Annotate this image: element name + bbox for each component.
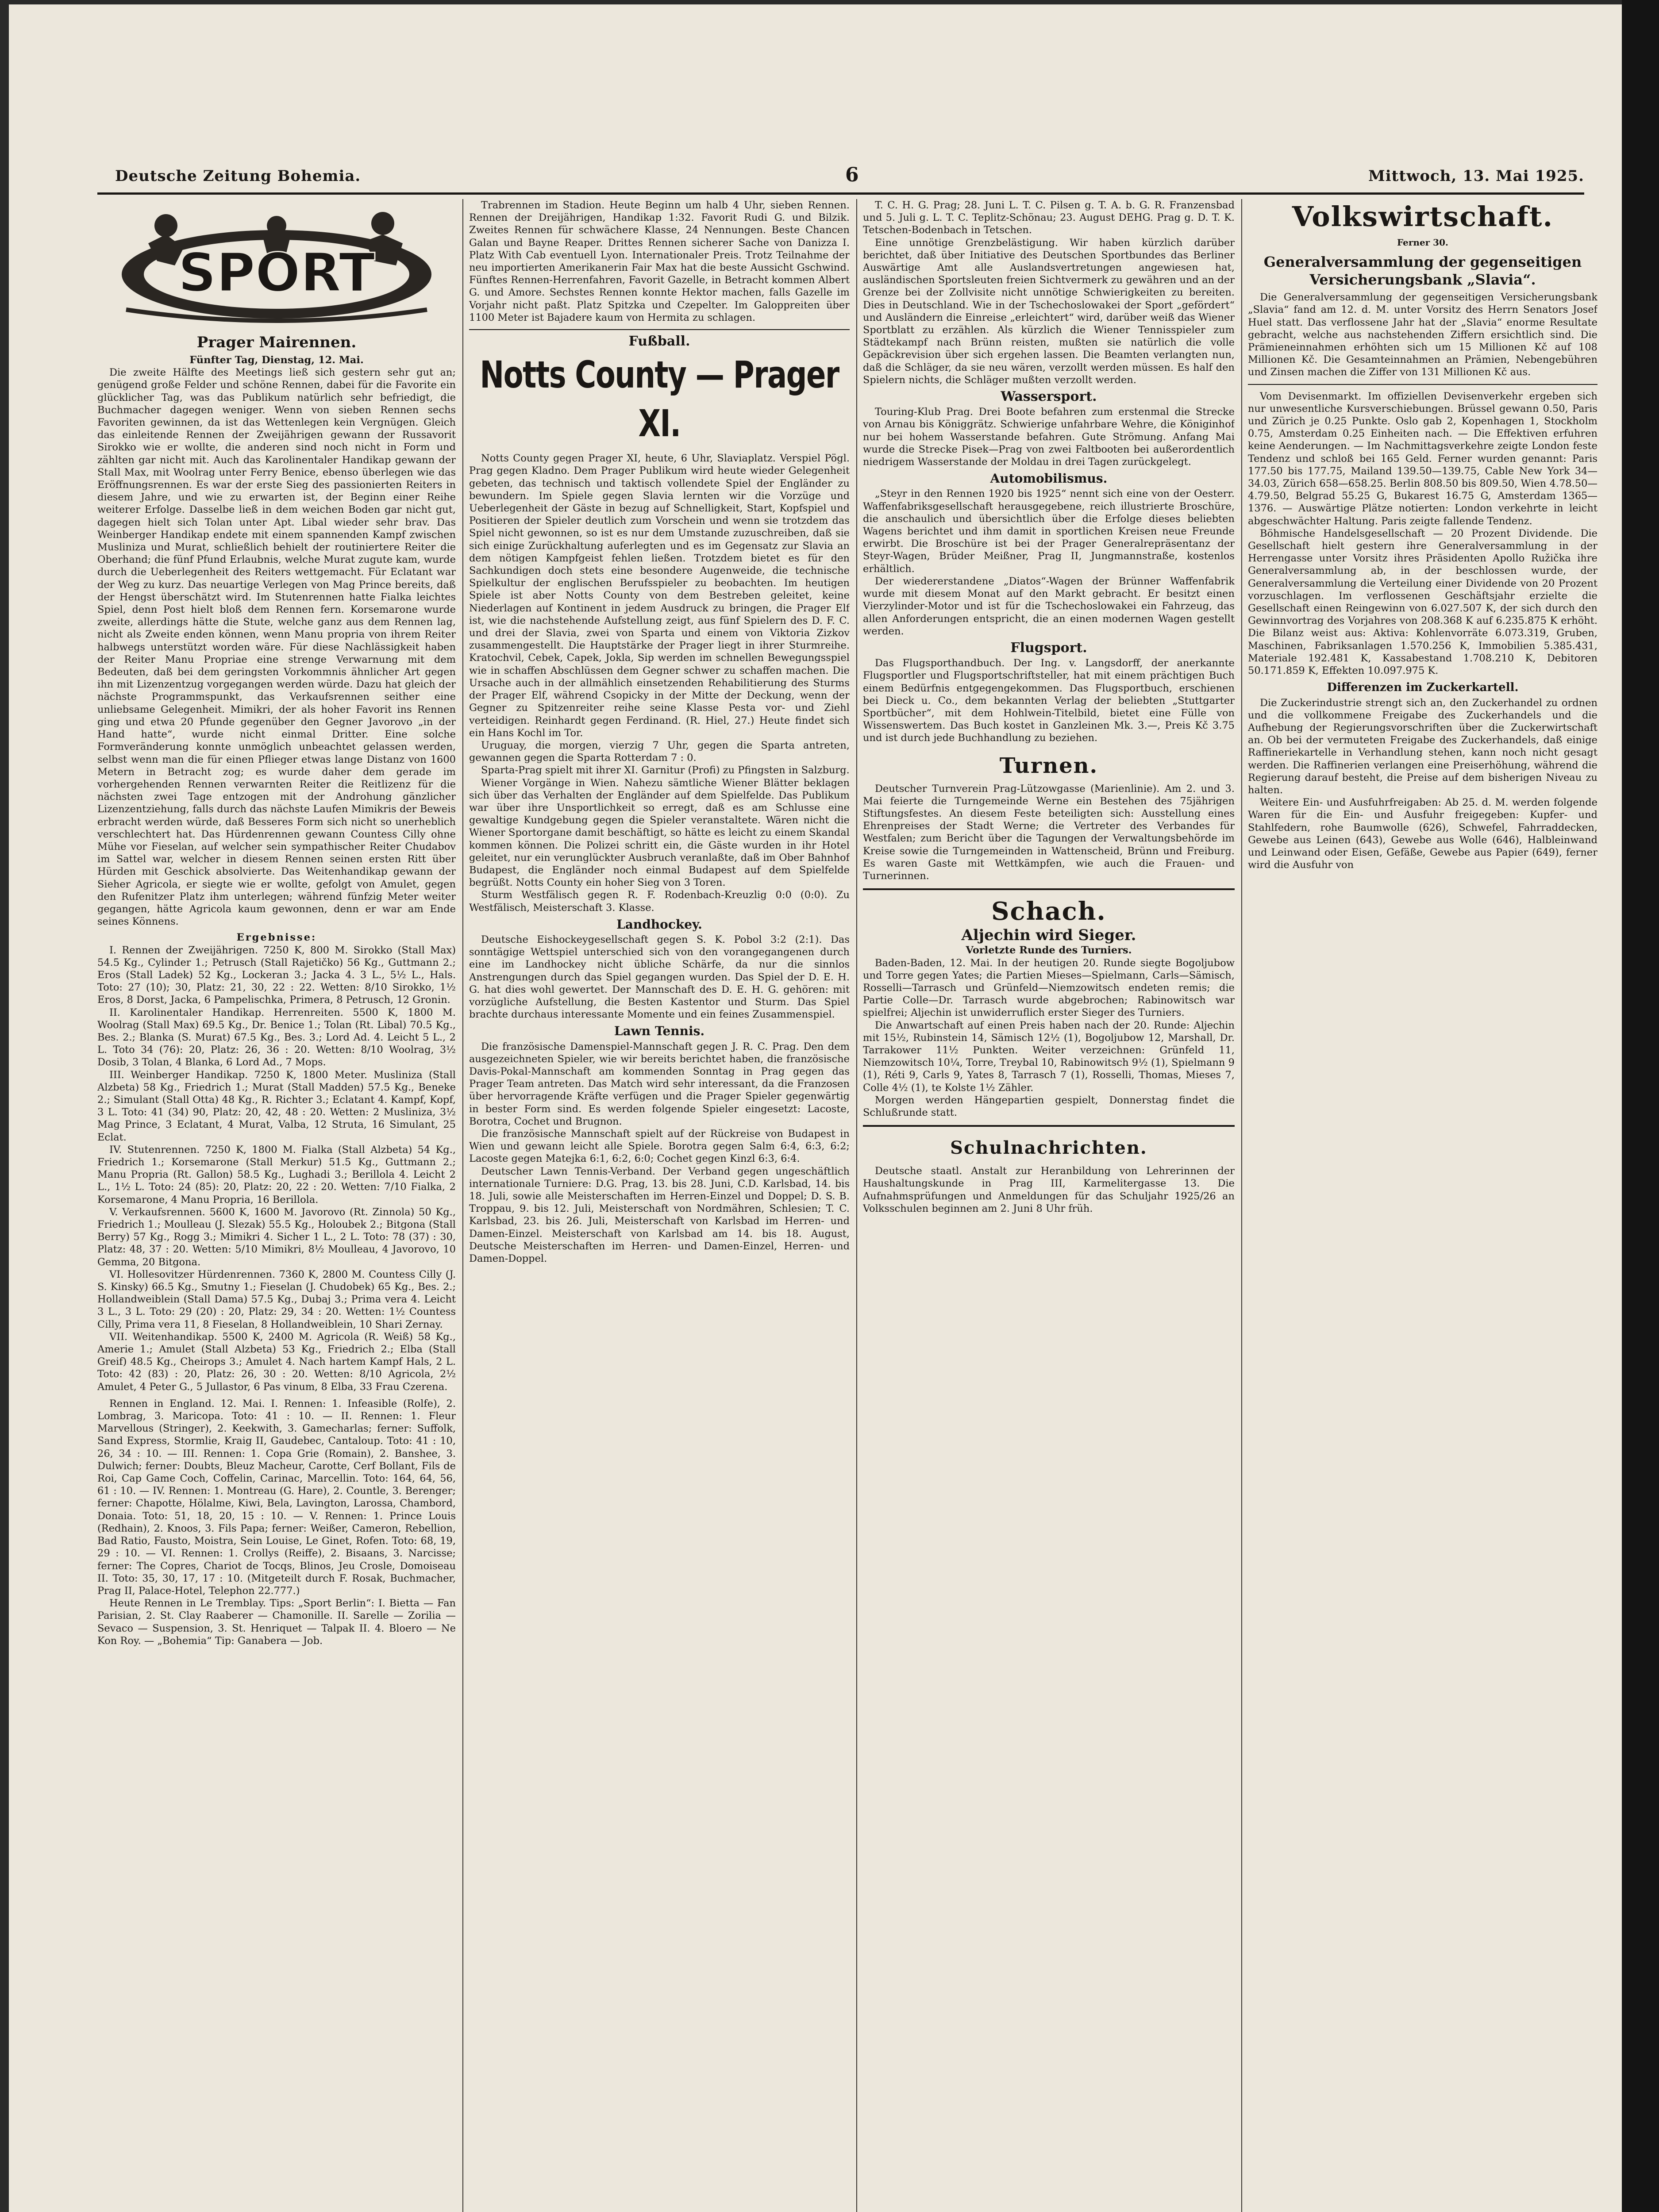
race-result: I. Rennen der Zweijährigen. 7250 K, 800 M. Sirokko (Stall Max) 54.5 Kg., Cylinder 1.; Petrusch (Stall Rajetičko) 56 Kg., Guttmann 2.; Eros (Stall Ladek) 52 Kg., Lockeran 3.; Jacka 4. 3 L., 5½ L., Hals. Toto: 27 (10); 30, Platz: 21, 30, 22 : 22. Wetten: 8/10 Sirokko, 1½ Eros, 8 Dorst, Jacka, 6 Pampelischka, Primera, 8 Petrusch, 12 Gronin. [97, 944, 456, 1006]
section-heading: Schulnachrichten. [950, 1137, 1147, 1159]
section-heading: Volkswirtschaft. [1292, 200, 1554, 233]
sport-column [97, 199, 456, 2212]
article-body: Heute Rennen in Le Tremblay. Tips: „Sport Berlin“: I. Bietta — Fan Parisian, 2. St. Clay Raaberer — Chamonille. II. Sarelle — Zorilia — Sevaco — Suspension, 3. St. Henriquet — Talpak II. 4. Bloero — Ne Kon Roy. — „Bohemia“ Tip: Ganabera — Job. [97, 1598, 456, 1647]
column-divider [1241, 199, 1242, 2212]
article-body: Trabrennen im Stadion. Heute Beginn um halb 4 Uhr, sieben Rennen. Rennen der Dreijährigen, Handikap 1:32. Favorit Rudi G. und Bilzik. Zweites Rennen für schwächere Klasse, 24 Nennungen. Beste Chancen Galan und Bayne Reaper. Drittes Rennen sicherer Sache von Danizza I. Platz With Cab eventuell Lyon. Internationaler Preis. Trotz Teilnahme der neu importierten Amerikanerin Fair Max hat die beste Aussicht Gschwind. Fünftes Rennen-Herrenfahren, Favorit Gazelle, in Betracht kommen Albert G. und Amore. Sechstes Rennen konnte Hektor machen, falls Gazelle im Vorjahr nicht paßt. Platz Spitzka und Czepelter. Im Galoppreiten über 1100 Meter ist Bajadere kaum von Hermita zu schlagen. [469, 200, 850, 323]
article-body: Deutsche staatl. Anstalt zur Heranbildung von Lehrerinnen der Haushaltungskunde in Prag III, Karmelitergasse 13. Die Aufnahmsprüfungen und Anmeldungen für das Schuljahr 1925/26 an Volksschulen beginnen am 2. Juni 8 Uhr früh. [863, 1165, 1235, 1214]
section-rule [1248, 384, 1597, 385]
article-body: Weitere Ein- und Ausfuhrfreigaben: Ab 25. d. M. werden folgende Waren für die Ein- und Ausfuhr freigegeben: Kupfer- und Stahlfedern, rohe Baumwolle (626), Schwefel, Fahrraddecken, Gewebe aus Leinen (643), Gewebe aus Wolle (646), Halbleinwand und Leinwand oder Eisen, Gefäße, Gewebe aus Papier (649), ferner wird die Ausfuhr von [1248, 797, 1597, 871]
article-title: Differenzen im Zuckerkartell. [1327, 681, 1519, 695]
article-body: Die französische Damenspiel-Mannschaft gegen J. R. C. Prag. Den dem ausgezeichneten Spieler, wie wir bereits berichtet haben, die französische Davis-Pokal-Mannschaft am kommenden Sonntag in Prag gegen das Prager Team antreten. Das Match wird sehr interessant, da die Franzosen über hervorragende Kräfte verfügen und die Prager Spieler gegenwärtig in bester Form sind. Es werden folgende Spieler eingesetzt: Lacoste, Borotra, Cochet und Brugnon. [469, 1041, 850, 1127]
column-divider [856, 199, 857, 2212]
section-rule [863, 1125, 1235, 1127]
article-body: Uruguay, die morgen, vierzig 7 Uhr, gegen die Sparta antreten, gewannen gegen die Sparta Rotterdam 7 : 0. [469, 739, 850, 764]
section-rule [863, 888, 1235, 890]
header-rule [97, 192, 1584, 195]
newspaper-page [9, 4, 1622, 2212]
article-subtitle: Fünfter Tag, Dienstag, 12. Mai. [189, 354, 364, 366]
headline: Notts County — Prager XI. [480, 353, 839, 445]
economy-column [1248, 199, 1597, 2212]
article-body: Die zweite Hälfte des Meetings ließ sich gestern sehr gut an; genügend große Felder und schöne Rennen, dabei für die Favorite ein glücklicher Tag, was das Publikum natürlich sehr befriedigt, die Buchmacher dagegen weniger. Wenn von sieben Rennen sechs Favoriten gewinnen, da ist das Wettenlegen kein Vergnügen. Gleich das einleitende Rennen der Zweijährigen gewann der Russavorit Sirokko wie er wollte, die anderen sind noch nicht in Form und zählten gar nicht mit. Auch das Karolinentaler Handikap gewann der Stall Max, mit Woolrag unter Ferry Benice, ebenso überlegen wie das Eröffnungsrennen. Es war der erste Sieg des passionierten Reiters in diesem Jahre, und wie zu erwarten ist, der Beginn einer Reihe weiterer Erfolge. Dasselbe ließ in dem weichen Boden gar nicht gut, dagegen hielt sich Tolan unter Apt. Libal wieder sehr brav. Das Weinberger Handikap endete mit einem spannenden Kampf zwischen Musliniza und Murat, schließlich behielt der routiniertere Reiter die Oberhand; die fünf Pfund Erlaubnis, welche Murat zugute kam, wurde durch die Ueberlegenheit des Reiters wettgemacht. Für Eclatant war der Weg zu kurz. Das neuartige Verlegen von Mag Prince bereits, daß der Hengst überschätzt wird. Im Stutenrennen hatte Fialka leichtes Spiel, denn Post hielt bloß dem Rennen fern. Korsemarone wurde zweite, allerdings hätte die Stute, welche ganz aus dem Rennen lag, nicht als Zweite enden können, wenn Manu propria von ihrem Reiter halbwegs unterstützt worden wäre. Für diese Nachlässigkeit haben der Reiter Manu Propriae eine strenge Verwarnung mit dem Bedeuten, daß bei dem geringsten Vorkommnis ähnlicher Art gegen ihn mit Lizenzentzug vorgegangen werden würde. Dazu hat gleich der nächste Programmspunkt, das Verkaufsrennen seither eine unliebsame Gelegenheit. Mimikri, der als hoher Favorit ins Rennen ging und etwa 20 Pfunde gegenüber den Gegner Javorovo „in der Hand hatte“, wurde nicht einmal Dritter. Eine solche Formveränderung konnte unmöglich unbeachtet gelassen werden, selbst wenn man die für einen Pflieger etwas lange Distanz von 1600 Metern in Betracht zog; es wurde daher dem gerade im vorhergehenden Rennen verwarnten Reiter die Reitlizenz für die nächsten zwei Tage entzogen mit der Androhung gänzlicher Lizenzentziehung, falls durch das nächste Laufen Mimikris der Beweis erbracht werden würde, daß Besseres Form sich nicht so unerheblich verschlechtert hat. Das Hürdenrennen gewann Countess Cilly ohne Mühe vor Fieselan, auf welcher sein sympathischer Reiter Chudabov im Sattel war, welcher in diesem Rennen seinen ersten Ritt über Hürden mit Geschick absolvierte. Das Weitenhandikap gewann der Sieher Agricola, er siegte wie er wollte, gefolgt von Amulet, gegen den Rufenitzer Platz ihm unterlegen; während fünfzig Meter weiter gegangen, hätte Agricola kaum gewonnen, denn er war am Ende seines Könnens. [97, 367, 456, 928]
sport-column-3 [863, 199, 1235, 2212]
race-result: III. Weinberger Handikap. 7250 K, 1800 Meter. Musliniza (Stall Alzbeta) 58 Kg., Friedrich 1.; Murat (Stall Madden) 57.5 Kg., Beneke 2.; Simulant (Stall Otta) 48 Kg., R. Richter 3.; Eclatant 4. Kampf, Kopf, 3 L. Toto: 41 (34) 90, Platz: 20, 42, 48 : 20. Wetten: 2 Musliniza, 3½ Mag Prince, 3 Eclatant, 4 Murat, Valba, 12 Struta, 16 Simulant, 25 Eclat. [97, 1069, 456, 1143]
race-result: IV. Stutenrennen. 7250 K, 1800 M. Fialka (Stall Alzbeta) 54 Kg., Friedrich 1.; Korsemarone (Stall Merkur) 51.5 Kg., Guttmann 2.; Manu Propria (Rt. Gallon) 58.5 Kg., Lughadi 3.; Berillola 4. Leicht 2 L., 1½ L. Toto: 24 (85): 20, Platz: 20, 22 : 20. Wetten: 7/10 Fialka, 2 Korsemarone, 4 Manu Propria, 16 Berillola. [97, 1144, 456, 1206]
newspaper-name: Deutsche Zeitung Bohemia. [115, 167, 361, 185]
article-title: Prager Mairennen. [196, 334, 357, 351]
article-body: Vom Devisenmarkt. Im offiziellen Devisenverkehr ergeben sich nur unwesentliche Kursverschiebungen. Brüssel gewann 0.50, Paris und Zürich je 0.25 Punkte. Oslo gab 2, Kopenhagen 1, Stockholm 0.75, Amsterdam 0.25 Einheiten nach. — Die Effektiven erfuhren keine Aenderungen. — Im Nachmittagsverkehre zeigte London feste Tendenz und schloß bei 165 Geld. Ferner wurden genannt: Paris 177.50 bis 177.75, Mailand 139.50—139.75, Cable New York 34—34.03, Zürich 658—658.25. Berlin 808.50 bis 809.50, Wien 4.78.50—4.79.50, Belgrad 55.25 G, Bukarest 16.75 G, Amsterdam 1365—1376. — Auswärtige Plätze notierten: London verkehrte in leicht abgeschwächter Haltung. Paris zeigte fallende Tendenz. [1248, 390, 1597, 527]
race-result: VII. Weitenhandikap. 5500 K, 2400 M. Agricola (R. Weiß) 58 Kg., Amerie 1.; Amulet (Stall Alzbeta) 53 Kg., Friedrich 2.; Elba (Stall Greif) 48.5 Kg., Cheirops 3.; Amulet 4. Nach hartem Kampf Hals, 2 L. Toto: 42 (83) : 20, Platz: 26, 30 : 20. Wetten: 8/10 Agricola, 2½ Amulet, 4 Peter G., 5 Jullastor, 6 Pas vinum, 8 Elba, 33 Frau Czerena. [97, 1331, 456, 1393]
race-result: V. Verkaufsrennen. 5600 K, 1600 M. Javorovo (Rt. Zinnola) 50 Kg., Friedrich 1.; Moulleau (J. Slezak) 55.5 Kg., Holoubek 2.; Bitgona (Stall Berry) 57 Kg., Rogg 3.; Mimikri 4. Sicher 1 L., 2 L. Toto: 78 (37) : 30, Platz: 48, 37 : 20. Wetten: 5/10 Mimikri, 8½ Moulleau, 4 Javorovo, 10 Gemma, 20 Bitgona. [97, 1206, 456, 1268]
section-rule [469, 329, 850, 330]
section-heading: Schach. [991, 897, 1106, 926]
section-heading: Wassersport. [1001, 389, 1097, 405]
race-result: II. Karolinentaler Handikap. Herrenreiten. 5500 K, 1800 M. Woolrag (Stall Max) 69.5 Kg., Dr. Benice 1.; Tolan (Rt. Libal) 70.5 Kg., Bes. 2.; Blanka (S. Murat) 67.5 Kg., Bes. 3.; Lord Ad. 4. Leicht 5 L., 2 L. Toto 34 (76): 20, Platz: 26, 36 : 20. Wetten: 8/10 Woolrag, 3½ Dosib, 3 Tolan, 4 Blanka, 6 Lord Ad., 7 Mops. [97, 1006, 456, 1068]
article-body: Böhmische Handelsgesellschaft — 20 Prozent Dividende. Die Gesellschaft hielt gestern ihre Generalversammlung in der Herrengasse unter Vorsitz ihres Präsidenten Apollo Ružička ihre Generalversammlung ab, in der beschlossen wurde, der Generalversammlung die Verteilung einer Dividende von 20 Prozent vorzuschlagen. Im verflossenen Geschäftsjahr erzielte die Gesellschaft einen Reingewinn von 6.027.507 K, der sich durch den Gewinnvortrag des Vorjahres von 208.368 K auf 6.235.875 K erhöht. Die Bilanz weist aus: Aktiva: Kohlenvorräte 6.073.319, Gruben, Maschinen, Fabriksanlagen 1.570.256 K, Immobilien 5.385.431, Materiale 192.481 K, Kassabestand 1.708.210 K, Debitoren 50.171.859 K, Effekten 10.097.975 K. [1248, 527, 1597, 677]
article-body: „Steyr in den Rennen 1920 bis 1925“ nennt sich eine von der Oesterr. Waffenfabriksgesellschaft herausgegebene, reich illustrierte Broschüre, die anschaulich und übersichtlich über die Erfolge dieses beliebten Wagens berichtet und ihm damit in sportlichen Kreisen neue Freunde erwirbt. Die Broschüre ist bei der Prager Generalrepräsentanz der Steyr-Wagen, Brüder Meißner, Prag II, Jungmannstraße, kostenlos erhältlich. [863, 488, 1235, 575]
article-body: Die Anwartschaft auf einen Preis haben nach der 20. Runde: Aljechin mit 15½, Rubinstein 14, Sämisch 12½ (1), Bogoljubow 12, Marshall, Dr. Tarrakower 11½ Punkten. Weiter verzeichnen: Grünfeld 11, Niemzowitsch 10¼, Torre, Treybal 10, Rabinowitsch 9½ (1), Spielmann 9 (1), Réti 9, Carls 9, Yates 8, Tarrasch 7 (1), Rosselli, Thomas, Mieses 7, Colle 4½ (1), te Kolste 1½ Zähler. [863, 1019, 1235, 1094]
article-body: Die französische Mannschaft spielt auf der Rückreise von Budapest in Wien und gewann leicht alle Spiele. Borotra gegen Salm 6:4, 6:3, 6:2; Lacoste gegen Matejka 6:1, 6:2, 6:0; Cochet gegen Kinzl 6:3, 6:4. [469, 1128, 850, 1165]
article-body: Deutsche Eishockeygesellschaft gegen S. K. Pobol 3:2 (2:1). Das sonntägige Wettspiel unterschied sich von den vorangegangenen durch eine im Landhockey nicht übliche Schärfe, da nur die sinnlos Anstrengungen durch das Spiel gegangen wurden. Das Spiel der D. E. H. G. hat dies wohl gewertet. Der Mannschaft des D. E. H. G. gehören: mit vorzügliche Aufstellung, die Besten Kastentor und Sturm. Das Spiel brachte durchaus interessante Momente und ein feines Zusammenspiel. [469, 933, 850, 1021]
article-title: Generalversammlung der gegenseitigen Versicherungsbank „Slavia“. [1263, 253, 1582, 288]
article-title: Aljechin wird Sieger. [961, 926, 1136, 945]
page-header [97, 164, 1584, 190]
article-body: T. C. H. G. Prag; 28. Juni L. T. C. Pilsen g. T. A. b. G. R. Franzensbad und 5. Juli g. L. T. C. Teplitz-Schönau; 23. August DEHG. Prag g. D. T. K. Tetschen-Bodenbach in Tetschen. [863, 200, 1235, 236]
article-body: Baden-Baden, 12. Mai. In der heutigen 20. Runde siegte Bogoljubow und Torre gegen Yates; die Partien Mieses—Spielmann, Carls—Sämisch, Rosselli—Tarrasch und Grünfeld—Niemzowitsch endeten remis; die Partie Colle—Dr. Tarrasch wurde abgebrochen; Rabinowitsch war spielfrei; Aljechin ist unwiderruflich erster Sieger des Turniers. [863, 957, 1235, 1019]
page-number: 6 [845, 164, 859, 186]
section-heading: Turnen. [999, 753, 1098, 778]
article-body: Deutscher Turnverein Prag-Lützowgasse (Marienlinie). Am 2. und 3. Mai feierte die Turngemeinde Werne ein Bestehen des 75jährigen Stiftungsfestes. An diesem Feste beteiligten sich: Ausstellung eines Ehrenpreises der Stadt Werne; die Vertreter des Verbandes für Westfalen; zum Bericht über die Tagungen der Verwaltungsbehörde im Kreise sowie die Turngemeinden in Wattenscheid, Brünn und Freiburg. Es waren Gaste mit Wettkämpfen, wie auch die Frauen- und Turnerinnen. [863, 783, 1235, 882]
scan-border [1622, 0, 1659, 2212]
article-body: Die Zuckerindustrie strengt sich an, den Zuckerhandel zu ordnen und die vollkommene Freigabe des Zuckerhandels und die Aufhebung der Regierungsvorschriften über die Zuckerwirtschaft an. Ob bei der vermuteten Freigabe des Zuckerhandels, daß einige Raffineriekartelle in Verhandlung stehen, kann noch nicht gesagt werden. Die Raffinerien verlangen eine Preiserhöhung, während die Regierung darauf besteht, die Preise auf dem bisherigen Niveau zu halten. [1248, 697, 1597, 796]
section-heading: Flugsport. [1010, 640, 1087, 656]
results-heading: Ergebnisse: [236, 932, 317, 944]
section-heading: Fußball. [628, 334, 690, 349]
article-body: Das Flugsporthandbuch. Der Ing. v. Langsdorff, der anerkannte Flugsportler und Flugsportschriftsteller, hat mit einem prächtigen Buch einem Bedürfnis entgegengekommen. Das Flugsportbuch, erschienen bei Dieck u. Co., dem bekannten Verlag der beliebten „Stuttgarter Sportbücher“, mit dem Hohlwein-Titelbild, bietet eine Fülle von Wissenswertem. Das Buch kostet in Ganzleinen Mk. 3.—, Preis Kč 3.75 und ist durch jede Buchhandlung zu beziehen. [863, 657, 1235, 744]
column-divider [462, 199, 463, 2212]
article-body: Wiener Vorgänge in Wien. Nahezu sämtliche Wiener Blätter beklagen sich über das Verhalten der Engländer auf dem Spielfelde. Das Publikum war über ihre Unsportlichkeit so erregt, daß es am Schlusse eine gewaltige Kundgebung gegen die Spieler veranstaltete. Wären nicht die Wiener Sportorgane damit beschäftigt, so hätte es leicht zu einem Skandal kommen können. Die Polizei schritt ein, die Gäste wurden in ihr Hotel geleitet, nur ein verunglückter Ausbruch veranlaßte, daß im Ober Bahnhof Budapest, die Engländer noch einmal Budapest auf dem Spielfelde begrüßt. Notts County ein hoher Sieg von 3 Toren. [469, 777, 850, 889]
section-heading: Automobilismus. [990, 471, 1108, 486]
race-result: VI. Hollesovitzer Hürdenrennen. 7360 K, 2800 M. Countess Cilly (J. S. Kinsky) 66.5 Kg., Smutny 1.; Fieselan (J. Chudobek) 65 Kg., Bes. 2.; Hollandweiblein (Stall Dama) 57.5 Kg., Dubaj 3.; Prima vera 4. Leicht 3 L., 3 L. Toto: 29 (20) : 20, Platz: 29, 34 : 20. Wetten: 1½ Countess Cilly, Prima vera 11, 8 Fieselan, 8 Hollandweiblein, 10 Shari Zernay. [97, 1268, 456, 1330]
article-body: Die Generalversammlung der gegenseitigen Versicherungsbank „Slavia“ fand am 12. d. M. unter Vorsitz des Herrn Senators Josef Huel statt. Das verflossene Jahr hat der „Slavia“ enorme Resultate gebracht, welche aus nachstehenden Ziffern ersichtlich sind. Die Prämieneinnahmen erhöhten sich um 15 Millionen Kč auf 108 Millionen Kč. Die Gesamteinnahmen an Prämien, Nebengebühren und Zinsen machen die Ziffer von 131 Millionen Kč aus. [1248, 292, 1597, 378]
sport-column-2 [469, 199, 850, 2212]
section-subtitle: Ferner 30. [1397, 237, 1448, 248]
article-body: Touring-Klub Prag. Drei Boote befahren zum erstenmal die Strecke von Arnau bis Königgrätz. Schwierige unfahrbare Wehre, die Königinhof nur bei hohem Wasserstande befahren. Gute Strömung. Anfang Mai wurde die Strecke Pisek—Prag von zwei Faltbooten bei außerordentlich niedrigem Wasserstande der Moldau in drei Tagen zurückgelegt. [863, 406, 1235, 468]
section-heading: Landhockey. [616, 917, 702, 932]
section-heading: Lawn Tennis. [614, 1024, 705, 1039]
article-body: Deutscher Lawn Tennis-Verband. Der Verband gegen ungeschäftlich internationale Turniere: D.G. Prag, 13. bis 28. Juni, C.D. Karlsbad, 14. bis 18. Juli, sowie alle Meisterschaften im Herren-Einzel und Doppel; D. S. B. Troppau, 9. bis 12. Juli, Meisterschaft von Nordmähren, Schlesien; T. C. Karlsbad, 23. bis 26. Juli, Meisterschaft von Karlsbad im Herren- und Damen-Einzel. Meisterschaft von Karlsbad am 14. bis 18. August, Deutsche Meisterschaften im Herren- und Damen-Einzel, Herren- und Damen-Doppel. [469, 1165, 850, 1265]
sport-logo-text: SPORT [178, 242, 375, 304]
article-body: Rennen in England. 12. Mai. I. Rennen: 1. Infeasible (Rolfe), 2. Lombrag, 3. Maricopa. Toto: 41 : 10. — II. Rennen: 1. Fleur Marvellous (Stringer), 2. Keekwith, 3. Gamecharlas; ferner: Suffolk, Sand Express, Stormlie, Kraig II, Gaudebec, Cantaloup. Toto: 41 : 10, 26, 34 : 10. — III. Rennen: 1. Copa Grie (Romain), 2. Banshee, 3. Dulwich; ferner: Doubts, Bleuz Macheur, Carotte, Cerf Bollant, Fils de Roi, Cap Game Coch, Coffelin, Carinac, Marcellin. Toto: 164, 64, 56, 61 : 10. — IV. Rennen: 1. Montreau (G. Hare), 2. Countle, 3. Berenger; ferner: Chapotte, Hölalme, Kiwi, Bela, Lavington, Larossa, Chambord, Donaia. Toto: 51, 18, 20, 15 : 10. — V. Rennen: 1. Prince Louis (Redhain), 2. Knoos, 3. Fils Papa; ferner: Weißer, Cameron, Rebellion, Bad Ratio, Fausto, Moistra, Sein Louise, Le Ginet, Rofen. Toto: 68, 19, 29 : 10. — VI. Rennen: 1. Crollys (Reiffe), 2. Bisaans, 3. Narcisse; ferner: The Copres, Chariot de Tocqs, Blinos, Jeu Crosle, Domoiseau II. Toto: 35, 30, 17, 17 : 10. (Mitgeteilt durch F. Rosak, Buchmacher, Prag II, Palace-Hotel, Telephon 22.777.) [97, 1398, 456, 1597]
article-subtitle: Vorletzte Runde des Turniers. [966, 945, 1132, 956]
article-body: Der wiedererstandene „Diatos“-Wagen der Brünner Waffenfabrik wurde mit diesem Monat auf den Markt gebracht. Er besitzt einen Vierzylinder-Motor und ist für die Tschechoslowakei ein Fahrzeug, das allen Anforderungen entspricht, die an einen modernen Wagen gestellt werden. [863, 575, 1235, 637]
article-body: Morgen werden Hängepartien gespielt, Donnerstag findet die Schlußrunde statt. [863, 1094, 1235, 1118]
article-body: Eine unnötige Grenzbelästigung. Wir haben kürzlich darüber berichtet, daß über Initiative des Deutschen Sportbundes das Berliner Auswärtige Amt alle Auslandsvertretungen angewiesen hat, ausländischen Sportsleuten freien Sichtvermerk zu gewähren und an der Grenze bei der Zollvisite nicht unnötige Schwierigkeiten zu bereiten. Dies in Deutschland. Wie in der Tschechoslowakei der Sport „gefördert“ und Ausländern die Einreise „erleichtert“ wird, darüber weiß das Wiener Sportblatt zu erzählen. Als kürzlich die Wiener Tennisspieler zum Städtekampf nach Brünn reisten, mußten sie natürlich die volle Gepäckrevision über sich ergehen lassen. Die Beamten verlangten nun, daß die Schläger, da sie neu wären, verzollt werden müssen. Es half den Spielern nichts, die Schläger mußten verzollt werden. [863, 237, 1235, 386]
article-body: Notts County gegen Prager XI, heute, 6 Uhr, Slaviaplatz. Verspiel Pögl. Prag gegen Kladno. Dem Prager Publikum wird heute wieder Gelegenheit gebeten, das technisch und taktisch vollendete Spiel der Engländer zu bewundern. Im Spiele gegen Slavia lernten wir die Vorzüge und Ueberlegenheit der Gäste in bezug auf Schnelligkeit, Start, Kopfspiel und Positieren der Spieler deutlich zum Vorschein und wenn sie trotzdem das Spiel nicht gewonnen, so ist es nur dem Umstande zuzuschreiben, daß sie sich einige Zurückhaltung auferlegten und es im Gegensatz zur Slavia an dem nötigen Kampfgeist fehlen ließen. Trotzdem bietet es für den Sachkundigen doch stets eine besondere Augenweide, die technische Spielkultur der englischen Berufsspieler zu beobachten. Im heutigen Spiele ist aber Notts County von dem Bestreben geleitet, keine Niederlagen auf Kontinent in jedem Ausdruck zu bringen, die Prager Elf ist, wie die nachstehende Aufstellung zeigt, aus fünf Spielern des D. F. C. und drei der Slavia, zwei von Sparta und einem von Viktoria Zizkov zusammengestellt. Die Hauptstärke der Prager liegt in ihrer Sturmreihe. Kratochvil, Cebek, Capek, Jokla, Sip werden im schnellen Bewegungsspiel wie in schaffen Abschlüssen dem Gegner schwer zu schaffen machen. Die Ursache auch in der allmählich einsetzenden Rehabilitierung des Sturms der Prager Elf, während Csopicky in der Mitte der Deckung, wenn der Gegner zu Spitzenreiter reihe seine Klasse Pesta vor- und Ziehl verteidigen. Reinhardt gegen Ferdinand. (R. Hiel, 27.) Heute findet sich ein Hans Kochl im Tor. [469, 453, 850, 739]
issue-date: Mittwoch, 13. Mai 1925. [1368, 167, 1584, 185]
article-body: Sturm Westfälisch gegen R. F. Rodenbach-Kreuzlig 0:0 (0:0). Zu Westfälisch, Meisterschaft 3. Klasse. [469, 889, 850, 914]
article-body: Sparta-Prag spielt mit ihrer XI. Garnitur (Profi) zu Pfingsten in Salzburg. [481, 764, 850, 776]
sport-logo-illustration [108, 199, 445, 327]
